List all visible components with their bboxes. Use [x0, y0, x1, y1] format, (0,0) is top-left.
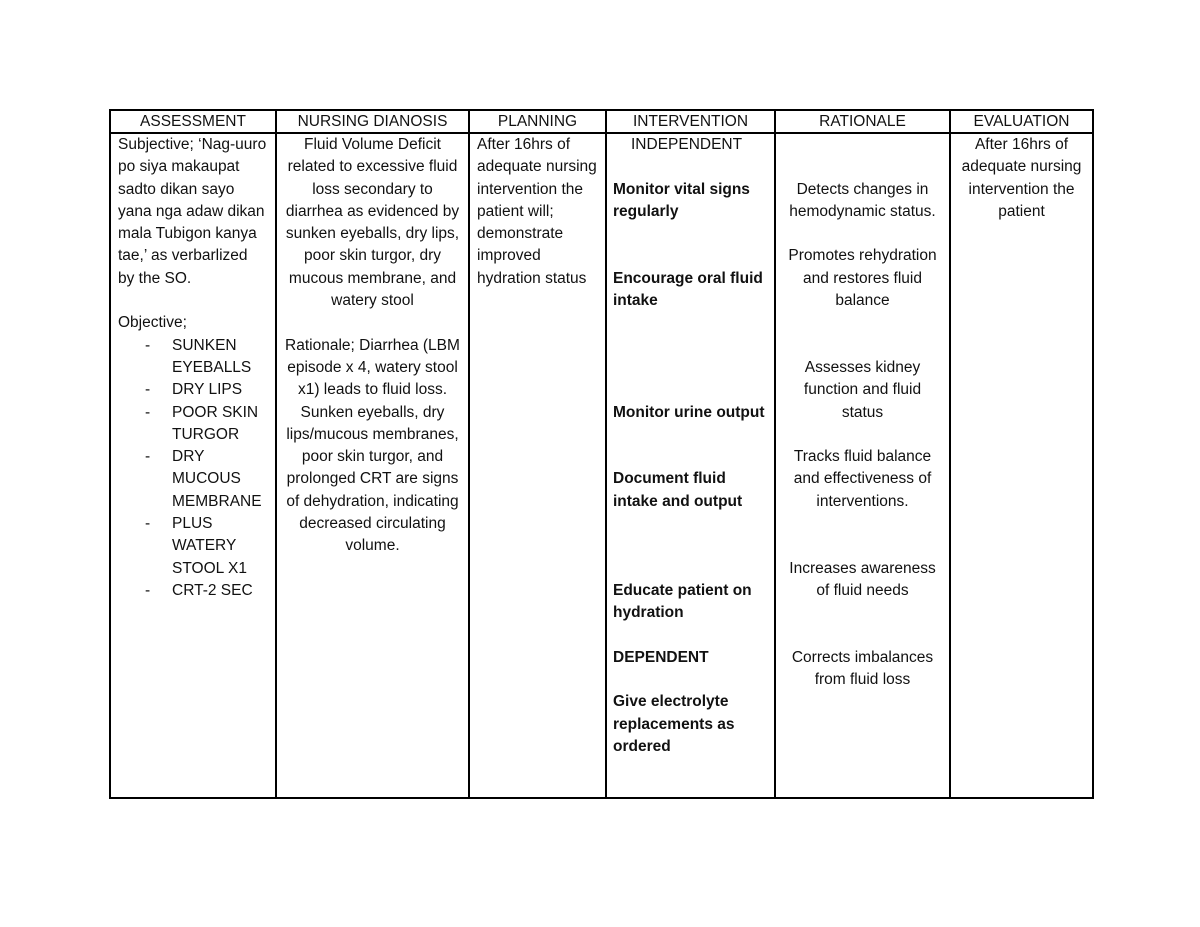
- objective-item: - DRY MUCOUS MEMBRANE: [118, 446, 268, 513]
- rationale-item: Promotes rehydration and restores fluid balance: [788, 247, 937, 310]
- objective-item: - CRT-2 SEC: [118, 580, 268, 602]
- objective-list: [118, 335, 268, 603]
- care-plan-row: [110, 133, 1093, 798]
- nursing-care-plan-table: [109, 109, 1094, 799]
- planning-text: After 16hrs of adequate nursing intervention the patient will; demonstrate improved hydration status: [477, 136, 597, 287]
- diagnosis-statement: Fluid Volume Deficit related to excessive fluid loss secondary to diarrhea as evidenced by sunken eyeballs, dry lips, poor skin turgor, dry mucous membrane, and watery stool: [285, 136, 460, 310]
- rationale-item: Tracks fluid balance and effectiveness of interventions.: [793, 448, 932, 510]
- objective-item: - SUNKEN EYEBALLS: [118, 335, 268, 380]
- header-intervention: INTERVENTION: [606, 110, 775, 133]
- intervention-item: Encourage oral fluid intake: [613, 269, 763, 310]
- dependent-label: DEPENDENT: [613, 648, 709, 666]
- intervention-item: Monitor urine output: [613, 403, 765, 421]
- header-assessment: ASSESSMENT: [110, 110, 276, 133]
- header-row: [110, 110, 1093, 133]
- subjective-text: Subjective; ‘Nag-uuro po siya makaupat sadto dikan sayo yana nga adaw dikan mala Tubigon kanya tae,’ as verbarlized by the SO.: [118, 136, 267, 287]
- rationale-cell: [775, 133, 950, 798]
- evaluation-text: After 16hrs of adequate nursing intervention the patient: [961, 136, 1082, 220]
- header-evaluation: EVALUATION: [950, 110, 1093, 133]
- intervention-item: Give electrolyte replacements as ordered: [613, 693, 735, 756]
- objective-item: - DRY LIPS: [118, 379, 268, 401]
- header-rationale: RATIONALE: [775, 110, 950, 133]
- intervention-item: Document fluid intake and output: [613, 470, 743, 510]
- objective-item: - POOR SKIN TURGOR: [118, 402, 268, 447]
- independent-label: INDEPENDENT: [631, 136, 743, 153]
- assessment-cell: [110, 133, 276, 798]
- rationale-item: Increases awareness of fluid needs: [789, 559, 936, 599]
- objective-label: Objective;: [118, 314, 187, 332]
- intervention-item: Monitor vital signs regularly: [613, 180, 750, 220]
- objective-item: - PLUS WATERY STOOL X1: [118, 513, 268, 580]
- rationale-item: Corrects imbalances from fluid loss: [791, 648, 934, 689]
- header-planning: PLANNING: [469, 110, 606, 133]
- intervention-cell: [606, 133, 775, 798]
- diagnosis-cell: [276, 133, 469, 798]
- rationale-item: Detects changes in hemodynamic status.: [789, 180, 936, 220]
- planning-cell: [469, 133, 606, 798]
- intervention-item: Educate patient on hydration: [613, 581, 752, 622]
- header-nursing-diagnosis: NURSING DIANOSIS: [276, 110, 469, 133]
- diagnosis-rationale: Rationale; Diarrhea (LBM episode x 4, watery stool x1) leads to fluid loss. Sunken eyeballs, dry lips/mucous membranes, poor skin turgor, and prolonged CRT are signs of dehydration, indicating decreased circulating volume.: [285, 336, 460, 555]
- rationale-item: Assesses kidney function and fluid status: [803, 358, 922, 421]
- evaluation-cell: [950, 133, 1093, 798]
